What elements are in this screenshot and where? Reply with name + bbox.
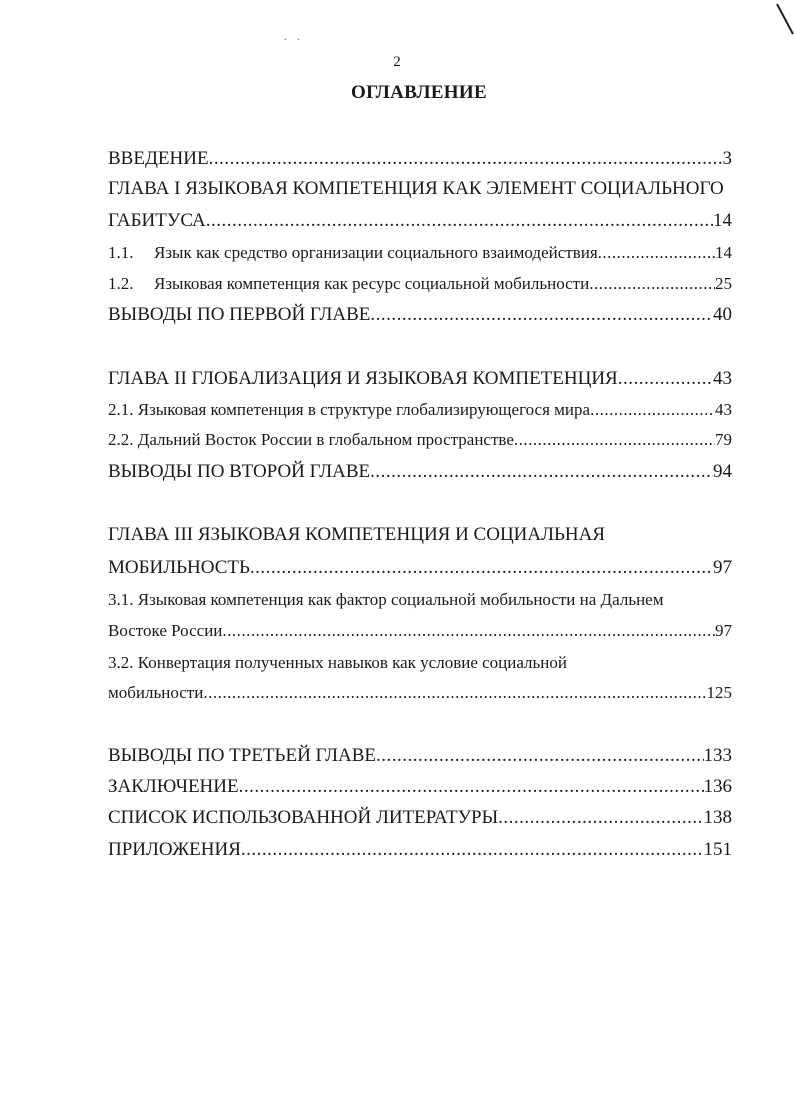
dot-leader	[590, 397, 715, 423]
toc-entry-title: Востоке России	[108, 621, 223, 640]
dot-leader	[376, 743, 704, 769]
dot-leader	[203, 680, 706, 706]
toc-section-3-1-title-line1: 3.1. Языковая компетенция как фактор социальной мобильности на Дальнем	[108, 590, 664, 609]
toc-entry-title: 2.1. Языковая компетенция в структуре глобализирующегося мира	[108, 400, 591, 419]
dot-leader	[498, 805, 703, 831]
toc-chapter-3	[108, 555, 732, 581]
toc-entry-page: 14	[715, 243, 732, 262]
dot-leader	[589, 271, 715, 297]
toc-section-3-1	[108, 618, 732, 644]
toc-entry-title: МОБИЛЬНОСТЬ	[108, 557, 250, 578]
toc-entry-title: ГЛАВА II ГЛОБАЛИЗАЦИЯ И ЯЗЫКОВАЯ КОМПЕТЕНЦИЯ	[108, 368, 618, 389]
scan-artifact-dots: . .	[284, 32, 304, 43]
toc-chapter-3-title-line1: ГЛАВА III ЯЗЫКОВАЯ КОМПЕТЕНЦИЯ И СОЦИАЛЬНАЯ	[108, 524, 606, 545]
toc-entry-page: 3	[722, 148, 732, 169]
toc-chapter-1-title-line1: ГЛАВА I ЯЗЫКОВАЯ КОМПЕТЕНЦИЯ КАК ЭЛЕМЕНТ СОЦИАЛЬНОГО	[108, 178, 724, 199]
toc-entry-title: Языковая компетенция как ресурс социальной мобильности	[154, 274, 590, 293]
toc-chapter-3-conclusion	[108, 743, 732, 769]
toc-entry-title: СПИСОК ИСПОЛЬЗОВАННОЙ ЛИТЕРАТУРЫ	[108, 807, 499, 828]
page-number: 2	[393, 54, 401, 70]
scan-artifact-stroke	[776, 4, 794, 35]
toc-entry-conclusion	[108, 774, 732, 800]
toc-entry-references	[108, 805, 732, 831]
toc-chapter-1-conclusion	[108, 302, 732, 328]
toc-entry-page: 43	[713, 368, 732, 389]
toc-section-1-1	[108, 240, 732, 266]
toc-entry-title: Язык как средство организации социального взаимодействия	[154, 243, 598, 262]
toc-entry-title: ВЫВОДЫ ПО ТРЕТЬЕЙ ГЛАВЕ	[108, 745, 376, 766]
toc-chapter-1	[108, 208, 732, 234]
dot-leader	[206, 208, 713, 234]
dot-leader	[250, 555, 713, 581]
toc-section-3-2-title-line1: 3.2. Конвертация полученных навыков как условие социальной	[108, 653, 567, 672]
toc-section-2-2	[108, 427, 732, 453]
dot-leader	[222, 618, 715, 644]
toc-entry-page: 25	[715, 274, 732, 293]
dot-leader	[209, 146, 723, 172]
toc-entry-title: ВЫВОДЫ ПО ПЕРВОЙ ГЛАВЕ	[108, 304, 371, 325]
toc-entry-title: 2.2. Дальний Восток России в глобальном пространстве	[108, 430, 514, 449]
toc-section-2-1	[108, 397, 732, 423]
toc-section-3-2	[108, 680, 732, 706]
toc-section-number: 1.1.	[108, 243, 134, 262]
toc-entry-title: мобильности	[108, 683, 204, 702]
toc-entry-page: 40	[713, 304, 732, 325]
toc-entry-title: ГАБИТУСА	[108, 210, 206, 231]
toc-entry-page: 151	[703, 839, 732, 860]
dot-leader	[618, 366, 713, 392]
toc-entry-page: 79	[715, 430, 732, 449]
toc-entry-title: ПРИЛОЖЕНИЯ	[108, 839, 241, 860]
toc-chapter-2-conclusion	[108, 459, 732, 485]
toc-entry-page: 133	[703, 745, 732, 766]
toc-entry-intro	[108, 146, 732, 172]
dot-leader	[370, 459, 713, 485]
toc-entry-page: 97	[715, 621, 732, 640]
toc-entry-appendices	[108, 837, 732, 863]
dot-leader	[239, 774, 704, 800]
toc-entry-page: 97	[713, 557, 732, 578]
dot-leader	[241, 837, 704, 863]
toc-entry-page: 94	[713, 461, 732, 482]
toc-section-number: 1.2.	[108, 274, 134, 293]
toc-entry-page: 43	[715, 400, 732, 419]
toc-entry-page: 136	[703, 776, 732, 797]
dot-leader	[370, 302, 713, 328]
toc-entry-page: 138	[703, 807, 732, 828]
toc-entry-title: ЗАКЛЮЧЕНИЕ	[108, 776, 239, 797]
toc-entry-title: ВВЕДЕНИЕ	[108, 148, 209, 169]
dot-leader	[514, 427, 715, 453]
toc-chapter-2	[108, 366, 732, 392]
toc-entry-page: 125	[706, 683, 732, 702]
toc-section-1-2	[108, 271, 732, 297]
toc-entry-page: 14	[713, 210, 732, 231]
dot-leader	[598, 240, 715, 266]
toc-entry-title: ВЫВОДЫ ПО ВТОРОЙ ГЛАВЕ	[108, 461, 371, 482]
toc-heading: ОГЛАВЛЕНИЕ	[351, 82, 487, 103]
